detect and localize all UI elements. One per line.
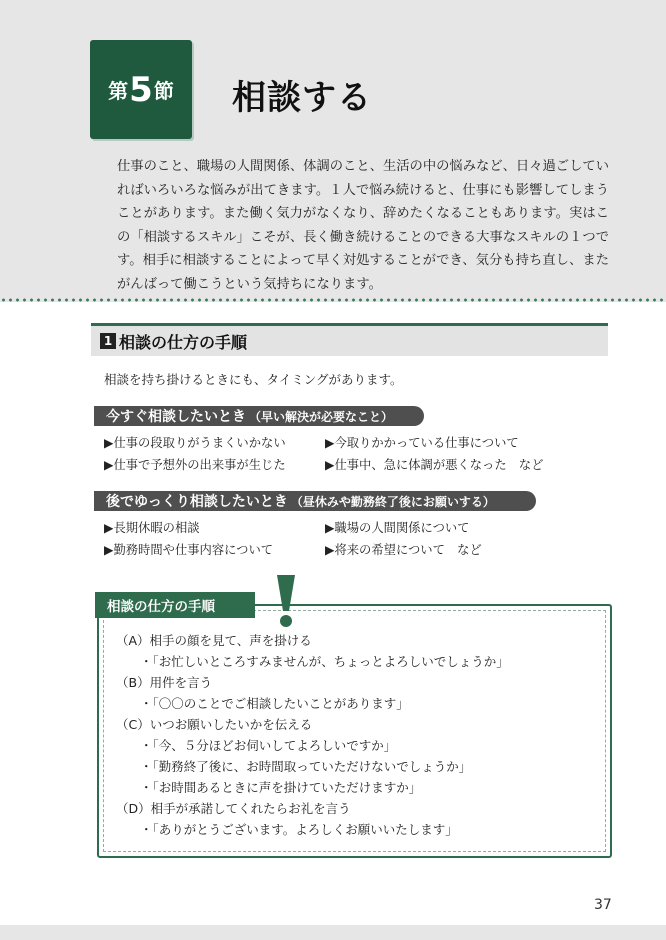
page-title: 相談する xyxy=(232,78,372,118)
section-prefix: 第 xyxy=(108,79,129,103)
urgent-title: 今すぐ相談したいとき xyxy=(106,409,246,425)
procedure-step: （D）相手が承諾してくれたらお礼を言う xyxy=(116,801,351,816)
section-heading xyxy=(91,323,608,356)
section-badge xyxy=(90,40,192,139)
section-number: 5 xyxy=(129,69,153,110)
list-item: ▶仕事の段取りがうまくいかない xyxy=(104,436,286,450)
heading-number: 1 xyxy=(100,333,116,349)
procedure-step: （B）用件を言う xyxy=(116,675,213,690)
intro-paragraph: 仕事のこと、職場の人間関係、体調のこと、生活の中の悩みなど、日々過ごしていればいろいろな悩みが出てきます。１人で悩み続けると、仕事にも影響してしまうことがあります。また働く気力がなくなり、辞めたくなることもあります。実はこの「相談するスキル」こそが、長く働き続けることのできる大事なスキルの１つです。相手に相談することによって早く対処することができ、気分も持ち直し、またがんばって働こうという気持ちになります。 xyxy=(117,159,609,292)
procedure-example: ・「今、５分ほどお伺いしてよろしいですか」 xyxy=(140,738,397,753)
procedure-example: ・「ありがとうございます。よろしくお願いいたします」 xyxy=(140,822,458,837)
later-title: 後でゆっくり相談したいとき xyxy=(106,494,288,510)
list-item: ▶仕事中、急に体調が悪くなった など xyxy=(325,458,544,472)
list-item: ▶今取りかかっている仕事について xyxy=(325,436,519,450)
urgent-note: （早い解決が必要なこと） xyxy=(249,409,394,424)
list-item: ▶将来の希望について など xyxy=(325,543,482,557)
procedure-tab: 相談の仕方の手順 xyxy=(95,592,255,618)
procedure-example: ・「お時間あるときに声を掛けていただけますか」 xyxy=(140,780,422,795)
exclamation-icon xyxy=(270,573,302,629)
lead-text: 相談を持ち掛けるときにも、タイミングがあります。 xyxy=(104,372,403,387)
section-suffix: 節 xyxy=(153,79,174,103)
footer-band xyxy=(0,925,666,940)
procedure-step: （C）いつお願いしたいかを伝える xyxy=(116,717,313,732)
list-item: ▶勤務時間や仕事内容について xyxy=(104,543,274,557)
page-number: 37 xyxy=(594,897,612,913)
list-item: ▶長期休暇の相談 xyxy=(104,521,200,535)
list-item: ▶職場の人間関係について xyxy=(325,521,470,535)
list-item: ▶仕事で予想外の出来事が生じた xyxy=(104,458,286,472)
dotted-divider xyxy=(0,298,666,302)
urgent-label xyxy=(94,406,424,426)
later-note: （昼休みや勤務終了後にお願いする） xyxy=(290,494,495,509)
heading-text: 相談の仕方の手順 xyxy=(119,332,248,352)
later-label xyxy=(94,491,536,511)
procedure-example: ・「勤務終了後に、お時間取っていただけないでしょうか」 xyxy=(140,759,472,774)
procedure-example: ・「〇〇のことでご相談したいことがあります」 xyxy=(140,696,409,711)
procedure-step: （A）相手の顔を見て、声を掛ける xyxy=(116,633,312,648)
procedure-example: ・「お忙しいところすみませんが、ちょっとよろしいでしょうか」 xyxy=(140,654,509,669)
